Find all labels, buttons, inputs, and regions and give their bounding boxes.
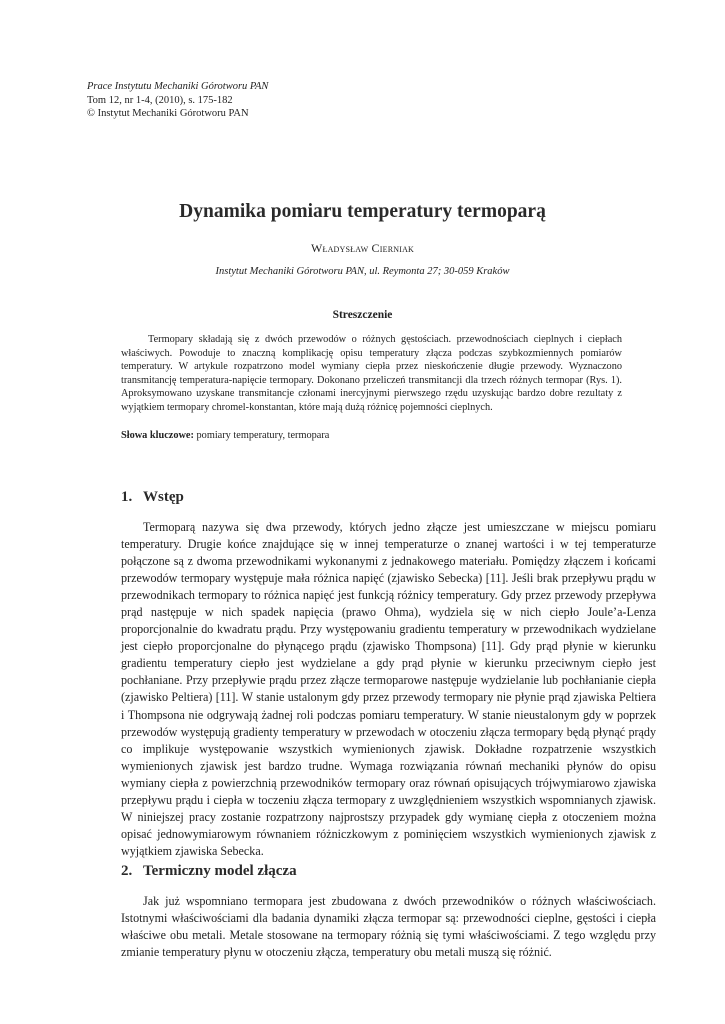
- section-number: 1.: [121, 489, 133, 505]
- section-heading-2: [121, 863, 297, 880]
- paper-title: Dynamika pomiaru temperatury termoparą: [179, 201, 546, 222]
- abstract-text: Termopary składają się z dwóch przewodów o różnych gęstościach. przewodnościach cieplnych i ciepłach właściwych. Powoduje to znaczną komplikację opisu temperatury złącza podczas szybkozmiennych pomiarów temperatury. W artykule rozpatrzono model wymiany ciepła przez nieskończenie długie przewody. Wyznaczono transmitancję temperatura-napięcie termopary. Dokonano przeliczeń transmitancji dla trzech różnych termopar (Rys. 1). Aproksymowano uzyskane transmitancje członami inercyjnymi pierwszego rzędu uzyskując bardzo dobre rezultaty z wyjątkiem termopary chromel-konstantan, które mają dużą różnicę pojemności cieplnych.: [121, 334, 622, 413]
- paper-affiliation: Instytut Mechaniki Górotworu PAN, ul. Reymonta 27; 30-059 Kraków: [215, 266, 510, 277]
- section-2-paragraph: Jak już wspomniano termopara jest zbudowana z dwóch przewodników o różnych właściwościach. Istotnymi właściwościami dla badania dynamiki złącza termopar są: przewodności cieplne, gęstości i ciepła właściwe obu metali. Metale stosowane na termopary różnią się tymi właściwościami. Z tego względu przy zmianie temperatury płynu w otoczeniu złącza, temperatury obu metali muszą się różnić.: [121, 894, 656, 960]
- journal-name: Prace Instytutu Mechaniki Górotworu PAN: [87, 81, 269, 92]
- section-1-paragraph: Termoparą nazywa się dwa przewody, których jedno złącze jest umieszczane w miejscu pomiaru temperatury. Drugie końce znajdujące się w innej temperaturze o znanej wartości i w tej temperaturze połączone są z dwoma przewodnikami wykonanymi z jednakowego materiału. Pomiędzy złączem i końcami przewodów termopary występuje mała różnica napięć (zjawisko Sebecka) [11]. Jeśli brak przepływu prądu w przewodnikach termopary to różnica napięć jest funkcją różnicy temperatury. Gdy przez przewody przepływa prąd następuje w nich spadek napięcia (prawo Ohma), wydziela się w nich ciepło Joule’a-Lenza proporcjonalnie do kwadratu prądu. Przy występowaniu gradientu temperatury w przewodnikach wydzielane jest ciepło proporcjonalne do płynącego prądu (zjawisko Thompsona) [11]. Gdy prąd płynie w kierunku gradientu temperatury ciepło jest wydzielane a gdy prąd płynie w kierunku przeciwnym ciepło jest pochłaniane. Przy przepływie prądu przez złącze termoparowe następuje wydzielanie lub pochłanianie ciepła (zjawisko Peltiera) [11]. W stanie ustalonym gdy przez przewody termopary nie płynie prąd zjawiska Peltiera i Thompsona nie odgrywają żadnej roli podczas pomiaru temperatury. W stanie nieustalonym gdy w poprzek przewodów występują gradienty temperatury w przewodach w otoczeniu złącza termopary będą płynąć prądy co implikuje występowanie wszystkich wymienionych zjawisk. Dokładne rozpatrzenie wszystkich wymienionych zjawisk jest bardzo trudne. Wymaga rozwiązania równań mechaniki płynów do opisu wymiany ciepła z powierzchnią przewodników termopary oraz równań opisujących trójwymiarowo zjawiska przepływu prądu i ciepła w toczeniu złącza termopary z uwzględnieniem wszystkich wspomnianych zjawisk. W niniejszej pracy zostanie rozpatrzony najprostszy przypadek gdy wymianę ciepła z otoczeniem można opisać jednowymiarowym równaniem różniczkowym z pominięciem wszystkich wymienionych zjawisk z wyjątkiem zjawiska Sebecka.: [121, 520, 656, 858]
- journal-volume: Tom 12, nr 1-4, (2010), s. 175-182: [87, 94, 233, 106]
- section-number: 2.: [121, 863, 133, 879]
- section-heading-1: [121, 489, 184, 506]
- paper-author: [0, 241, 725, 256]
- keywords: [121, 429, 622, 443]
- journal-copyright: © Instytut Mechaniki Górotworu PAN: [87, 108, 249, 119]
- keywords-label: Słowa kluczowe:: [121, 430, 194, 441]
- keywords-value: pomiary temperatury, termopara: [196, 430, 330, 441]
- abstract-heading: Streszczenie: [332, 309, 393, 321]
- section-title: Wstęp: [143, 489, 184, 505]
- journal-info: [87, 80, 268, 121]
- section-title: Termiczny model złącza: [143, 863, 297, 879]
- author-name: Władysław Cierniak: [310, 241, 415, 255]
